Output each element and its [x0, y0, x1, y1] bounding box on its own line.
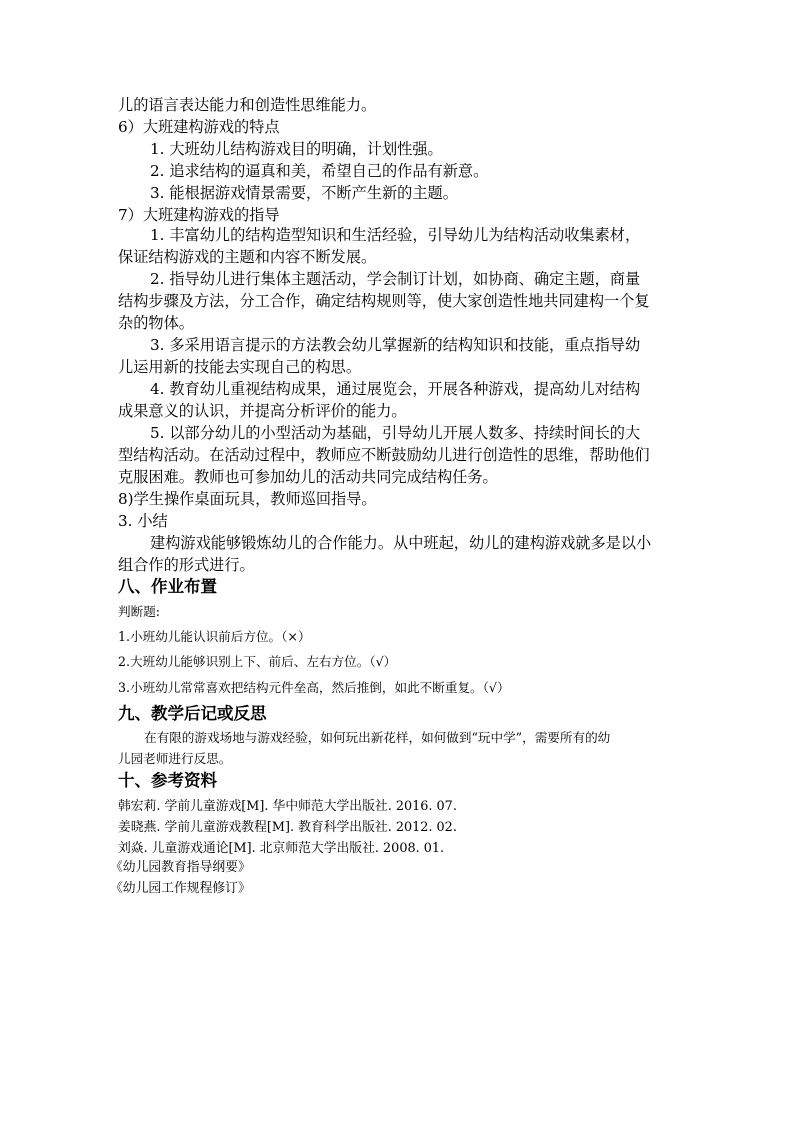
- paragraph-line: 儿园老师进行反思。: [118, 751, 232, 766]
- section-heading-6: 6）大班建构游戏的特点: [118, 118, 280, 136]
- paragraph-line: 在有限的游戏场地与游戏经验，如何玩出新花样，如何做到“玩中学”，需要所有的幼: [144, 730, 611, 745]
- paragraph-line: 结构步骤及方法，分工合作，确定结构规则等，使大家创造性地共同建构一个复: [118, 292, 650, 310]
- list-item: 3. 多采用语言提示的方法教会幼儿掌握新的结构知识和技能，重点指导幼: [150, 336, 641, 354]
- section-heading-reflection: 九、教学后记或反思: [118, 704, 267, 723]
- list-item: 1. 大班幼儿结构游戏目的明确，计划性强。: [150, 140, 443, 158]
- paragraph-line: 型结构活动。在活动过程中，教师应不断鼓励幼儿进行创造性的思维，帮助他们: [118, 446, 650, 464]
- list-item: 3.小班幼儿常常喜欢把结构元件垒高，然后推倒，如此不断重复。（√）: [118, 680, 510, 695]
- paragraph-line: 儿运用新的技能去实现自己的构思。: [118, 358, 361, 376]
- list-item: 1.小班幼儿能认识前后方位。（×）: [118, 629, 311, 644]
- paragraph-line: 8)学生操作桌面玩具，教师巡回指导。: [118, 490, 377, 508]
- paragraph-line: 儿的语言表达能力和创造性思维能力。: [118, 96, 377, 114]
- section-heading-7: 7）大班建构游戏的指导: [118, 206, 280, 224]
- reference-item: 韩宏莉. 学前儿童游戏[M]. 华中师范大学出版社. 2016. 07.: [118, 799, 457, 814]
- paragraph-line: 克服困难。教师也可参加幼儿的活动共同完成结构任务。: [118, 468, 498, 486]
- list-item: 3. 能根据游戏情景需要，不断产生新的主题。: [150, 184, 458, 202]
- paragraph-line: 成果意义的认识，并提高分析评价的能力。: [118, 402, 407, 420]
- list-item: 1. 丰富幼儿的结构造型知识和生活经验，引导幼儿为结构活动收集素材，: [150, 226, 641, 244]
- paragraph-line: 杂的物体。: [118, 314, 194, 332]
- subsection-heading: 3. 小结: [118, 512, 168, 530]
- list-item: 2.大班幼儿能够识别上下、前后、左右方位。（√）: [118, 654, 397, 669]
- list-item: 4. 教育幼儿重视结构成果，通过展览会，开展各种游戏，提高幼儿对结构: [150, 380, 641, 398]
- list-item: 2. 追求结构的逼真和美，希望自己的作品有新意。: [150, 162, 489, 180]
- list-item: 2. 指导幼儿进行集体主题活动，学会制订计划，如协商、确定主题，商量: [150, 270, 641, 288]
- reference-item: 姜晓燕. 学前儿童游戏教程[M]. 教育科学出版社. 2012. 02.: [118, 820, 457, 835]
- reference-item: 《幼儿园工作规程修订》: [110, 881, 251, 896]
- paragraph-line: 建构游戏能够锻炼幼儿的合作能力。从中班起，幼儿的建构游戏就多是以小: [150, 534, 652, 552]
- section-heading-homework: 八、作业布置: [118, 577, 217, 596]
- list-item: 5. 以部分幼儿的小型活动为基础，引导幼儿开展人数多、持续时间长的大: [150, 424, 641, 442]
- reference-item: 《幼儿园教育指导纲要》: [110, 860, 251, 875]
- paragraph-line: 保证结构游戏的主题和内容不断发展。: [118, 248, 377, 266]
- reference-item: 刘焱. 儿童游戏通论[M]. 北京师范大学出版社. 2008. 01.: [118, 841, 445, 856]
- paragraph-line: 判断题:: [118, 604, 161, 619]
- section-heading-references: 十、参考资料: [118, 771, 217, 790]
- paragraph-line: 组合作的形式进行。: [118, 556, 255, 574]
